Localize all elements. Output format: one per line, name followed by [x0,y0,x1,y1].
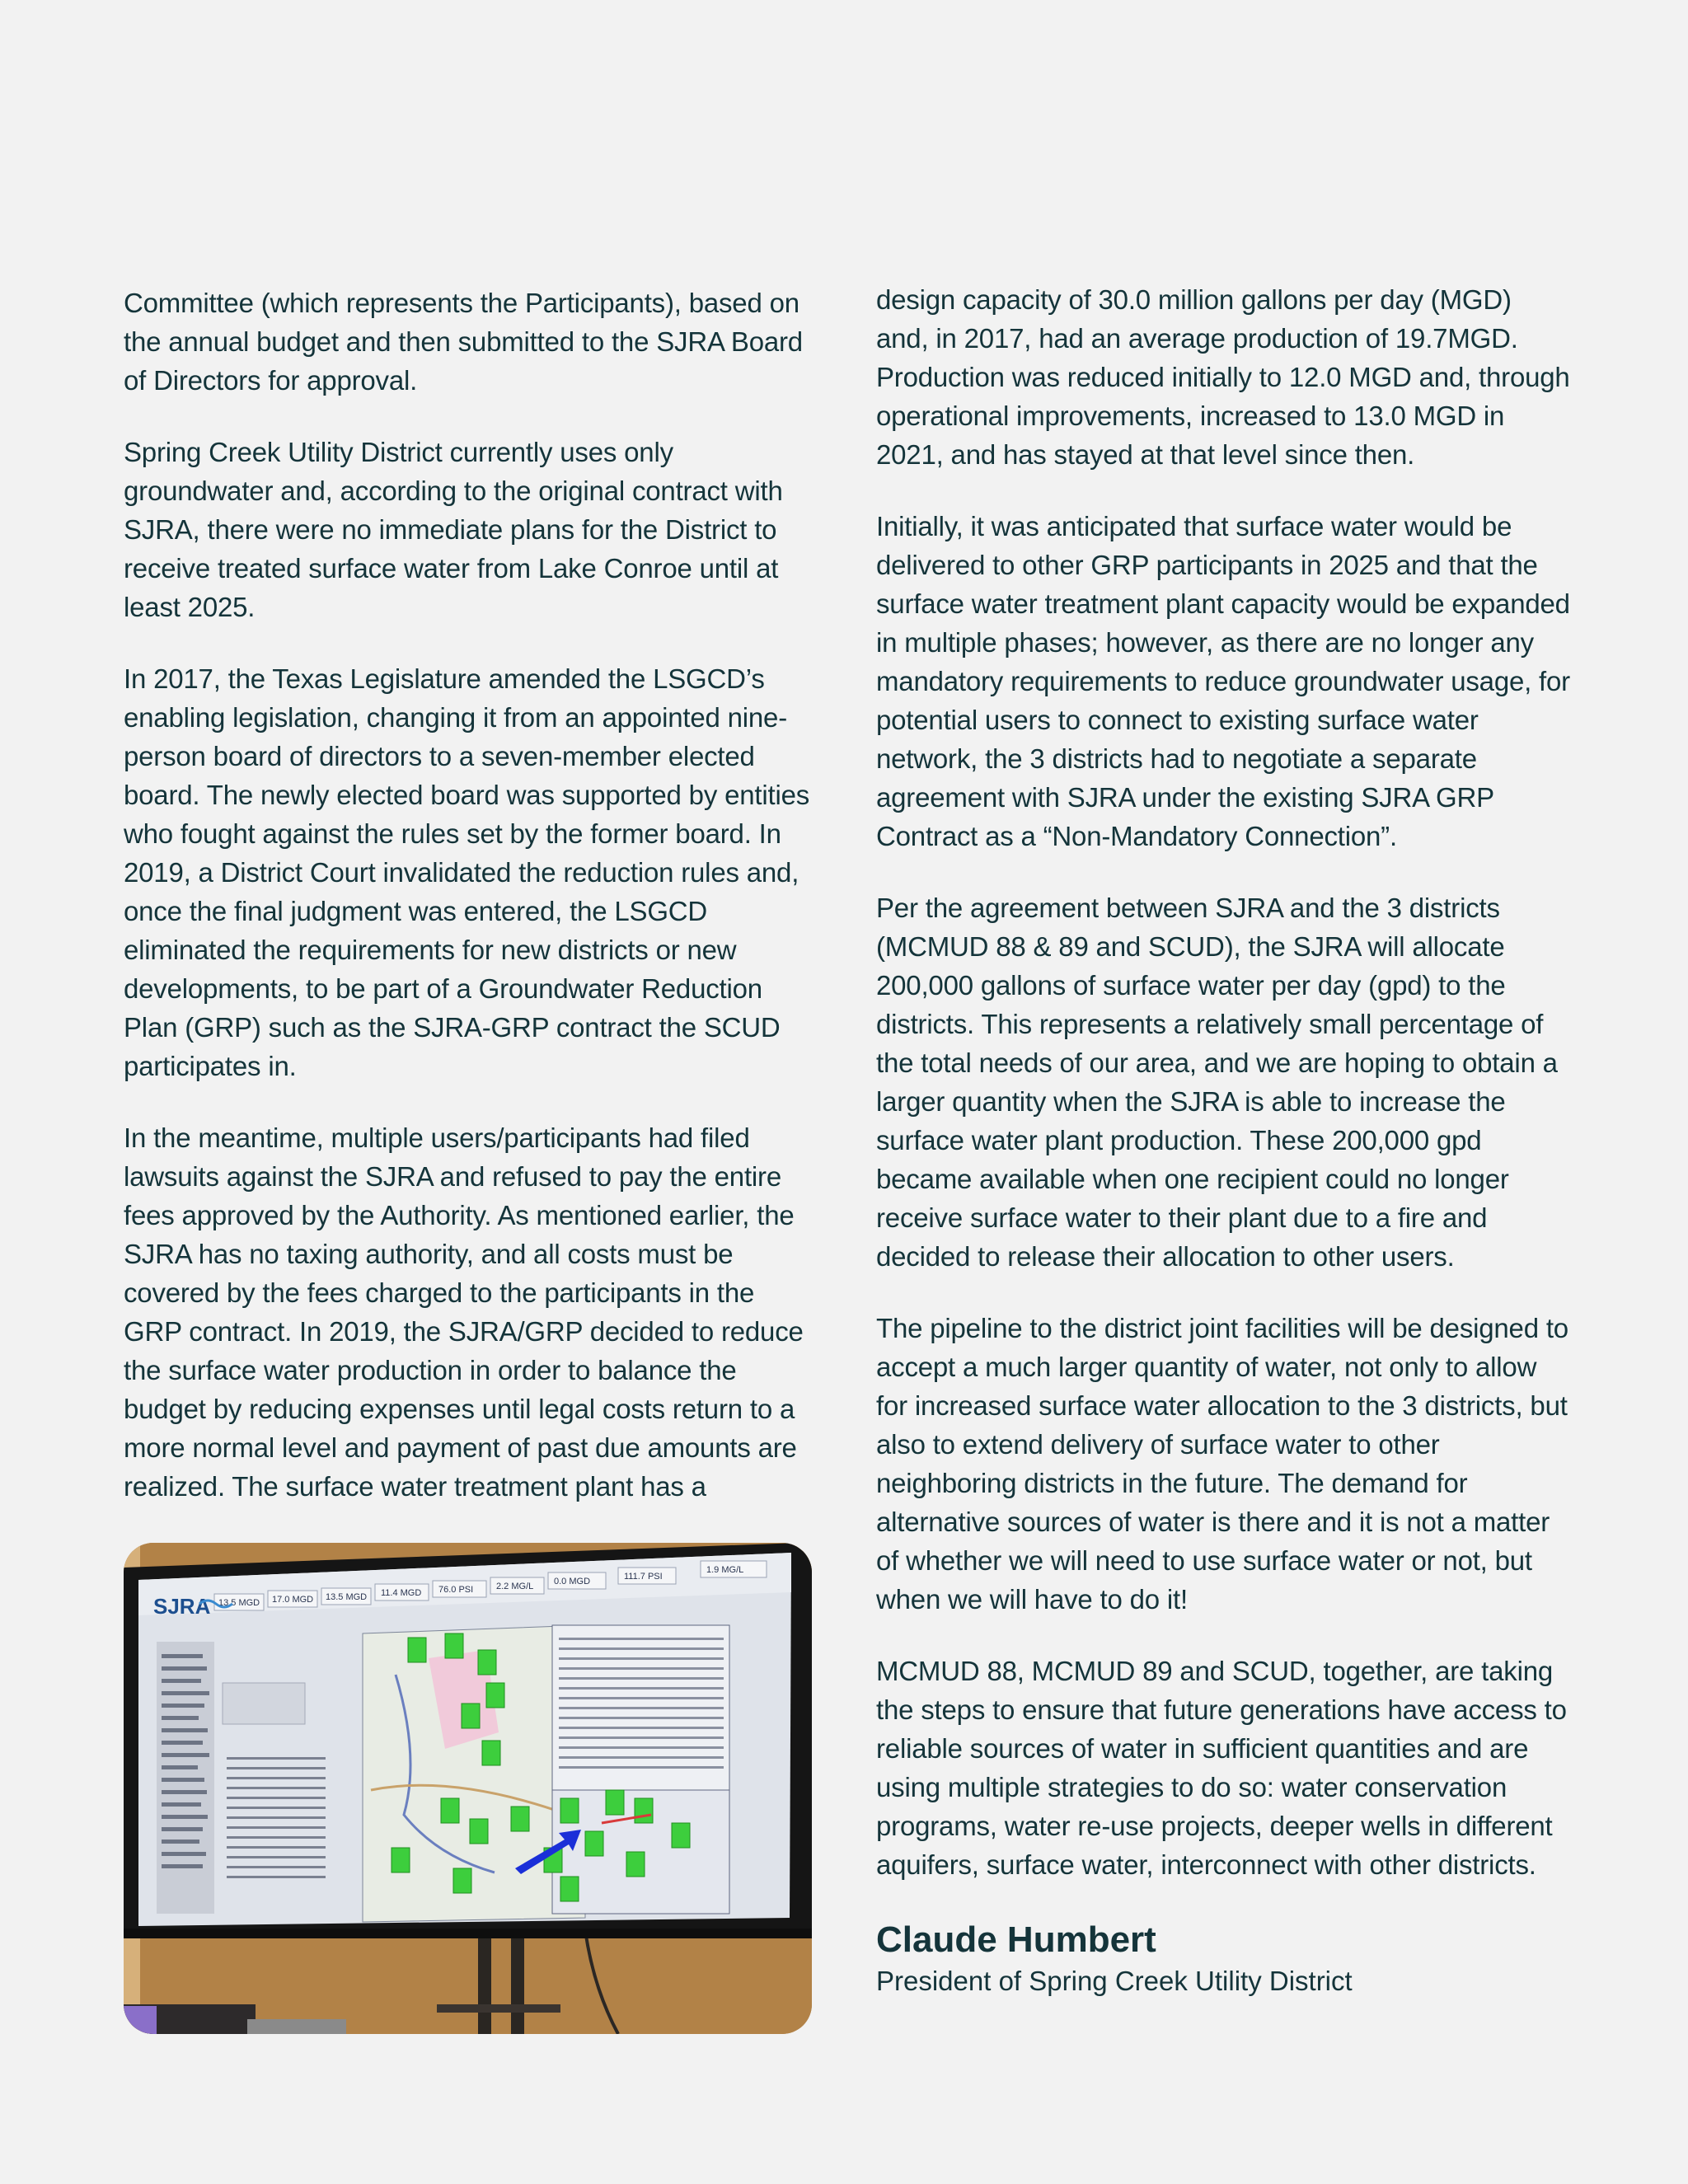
left-column [124,280,818,1539]
header-reading: 2.2 MG/L [496,1582,534,1591]
scada-monitor-photo [124,1543,812,2034]
header-reading: 1.9 MG/L [706,1565,744,1575]
header-reading: 17.0 MGD [272,1595,314,1605]
right-column [876,280,1570,1999]
header-reading: 11.4 MGD [381,1588,422,1598]
header-reading: 0.0 MGD [554,1577,591,1586]
body-paragraph: In the meantime, multiple users/participants had filed lawsuits against the SJRA and refused to pay the entire fees approved by the Authority. As mentioned earlier, the SJRA has no taxing authority, and all costs must be covered by the fees charged to the participants in the GRP contract. In 2019, the SJRA/GRP decided to reduce the surface water production in order to balance the budget by reducing expenses until legal costs return to a more normal level and payment of past due amounts are realized. The surface water treatment plant has a [124,1122,804,1502]
sjra-logo: SJRA [153,1594,211,1619]
body-paragraph: Spring Creek Utility District currently uses only groundwater and, according to the original contract with SJRA, there were no immediate plans for the District to receive treated surface water from Lake Conroe until at least 2025. [124,437,783,622]
body-paragraph: The pipeline to the district joint facilities will be designed to accept a much larger quantity of water, not only to allow for increased surface water allocation to the 3 districts, but also to extend delivery of surface water to other neighboring districts in the future. The demand for alternative sources of water is there and it is not a matter of whether we will need to use surface water or not, but when we will have to do it! [876,1313,1568,1615]
body-paragraph: MCMUD 88, MCMUD 89 and SCUD, together, are taking the steps to ensure that future generations have access to reliable sources of water in sufficient quantities and are using multiple strategies to do so: water conservation programs, water re-use projects, deeper wells in different aquifers, surface water, interconnect with other districts. [876,1656,1567,1880]
header-reading: 111.7 PSI [624,1572,663,1582]
header-reading: 76.0 PSI [438,1585,474,1595]
body-paragraph: Committee (which represents the Participants), based on the annual budget and then submitted to the SJRA Board of Directors for approval. [124,288,803,396]
body-paragraph: Initially, it was anticipated that surface water would be delivered to other GRP participants in 2025 and that the surface water treatment plant capacity would be expanded in multiple phases; however, as there are no longer any mandatory requirements to reduce groundwater usage, for potential users to connect to existing surface water network, the 3 districts had to negotiate a separate agreement with SJRA under the existing SJRA GRP Contract as a “Non-Mandatory Connection”. [876,511,1570,851]
body-paragraph: Per the agreement between SJRA and the 3 districts (MCMUD 88 & 89 and SCUD), the SJRA will allocate 200,000 gallons of surface water per day (gpd) to the districts. This represents a relatively small percentage of the total needs of our area, and we are hoping to obtain a larger quantity when the SJRA is able to increase the surface water plant production. These 200,000 gpd became available when one recipient could no longer receive surface water to their plant due to a fire and decided to release their allocation to other users. [876,893,1558,1272]
body-paragraph: design capacity of 30.0 million gallons per day (MGD) and, in 2017, had an average production of 19.7MGD. Production was reduced initially to 12.0 MGD and, through operational improvements, increased to 13.0 MGD in 2021, and has stayed at that level since then. [876,284,1570,470]
body-paragraph: In 2017, the Texas Legislature amended the LSGCD’s enabling legislation, changing it from an appointed nine-person board of directors to a seven-member elected board. The newly elected board was supported by entities who fought against the rules set by the former board. In 2019, a District Court invalidated the reduction rules and, once the final judgment was entered, the LSGCD eliminated the requirements for new districts or new developments, to be part of a Groundwater Reduction Plan (GRP) such as the SJRA-GRP contract the SCUD participates in. [124,663,810,1081]
header-reading: 13.5 MGD [326,1592,368,1602]
signature-name: Claude Humbert [876,1919,1156,1960]
header-reading: 13.5 MGD [218,1598,260,1608]
signature-title: President of Spring Creek Utility District [876,1966,1353,1996]
signature-block [876,1917,1570,1999]
